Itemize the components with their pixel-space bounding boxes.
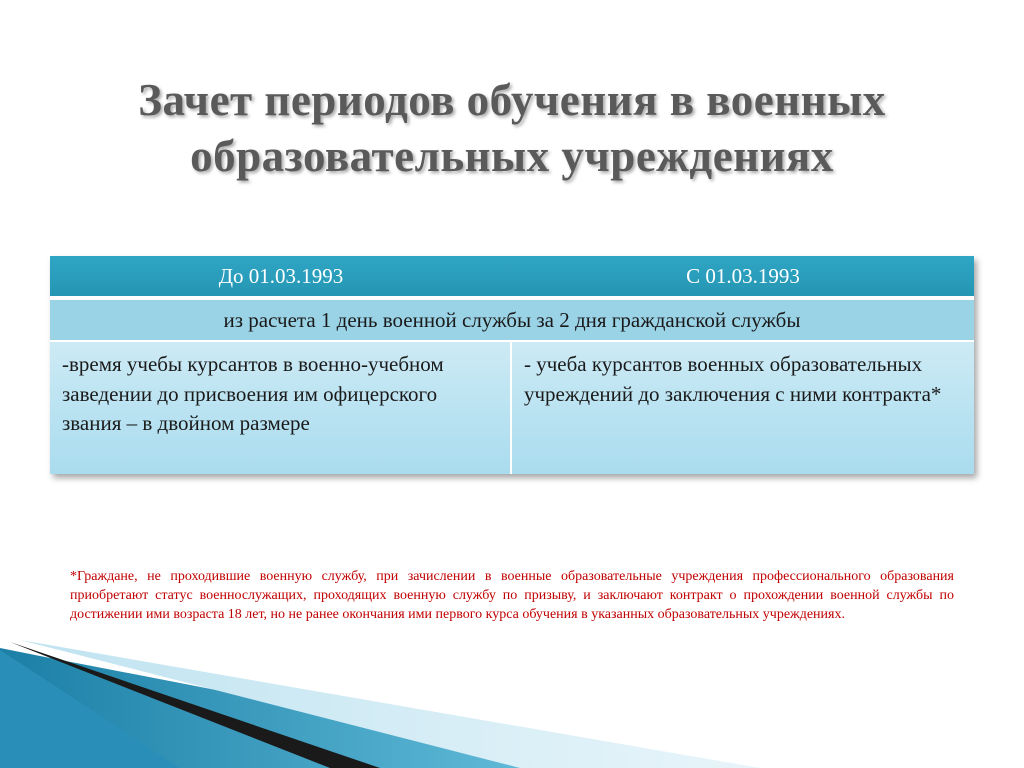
header-after-1993: С 01.03.1993 <box>686 264 800 288</box>
table-body-row <box>50 342 974 474</box>
decorative-swoosh <box>0 620 1024 768</box>
periods-table <box>50 256 974 474</box>
table-header-row <box>50 256 974 300</box>
span-row-text: из расчета 1 день военной службы за 2 дня гражданской службы <box>223 308 801 332</box>
cell-before-1993: -время учебы курсантов в военно-учебном заведении до присвоения им офицерского звания – в двойном размере <box>50 342 512 474</box>
cell-after-1993: - учеба курсантов военных образовательных учреждений до заключения с ними контракта* <box>524 352 942 406</box>
slide-title: Зачет периодов обучения в военных образовательных учреждениях <box>138 75 886 181</box>
footnote: *Граждане, не проходившие военную службу, при зачислении в военные образовательные учреждения профессионального образования приобретают статус военнослужащих, проходящих военную службу по призыву, и заключают контракт о прохождении военной службы по достижении ими возраста 18 лет, но не ранее окончания ими первого курса обучения в указанных образовательных учреждениях. <box>70 569 954 622</box>
table-span-row <box>50 300 974 342</box>
header-before-1993: До 01.03.1993 <box>218 264 344 288</box>
